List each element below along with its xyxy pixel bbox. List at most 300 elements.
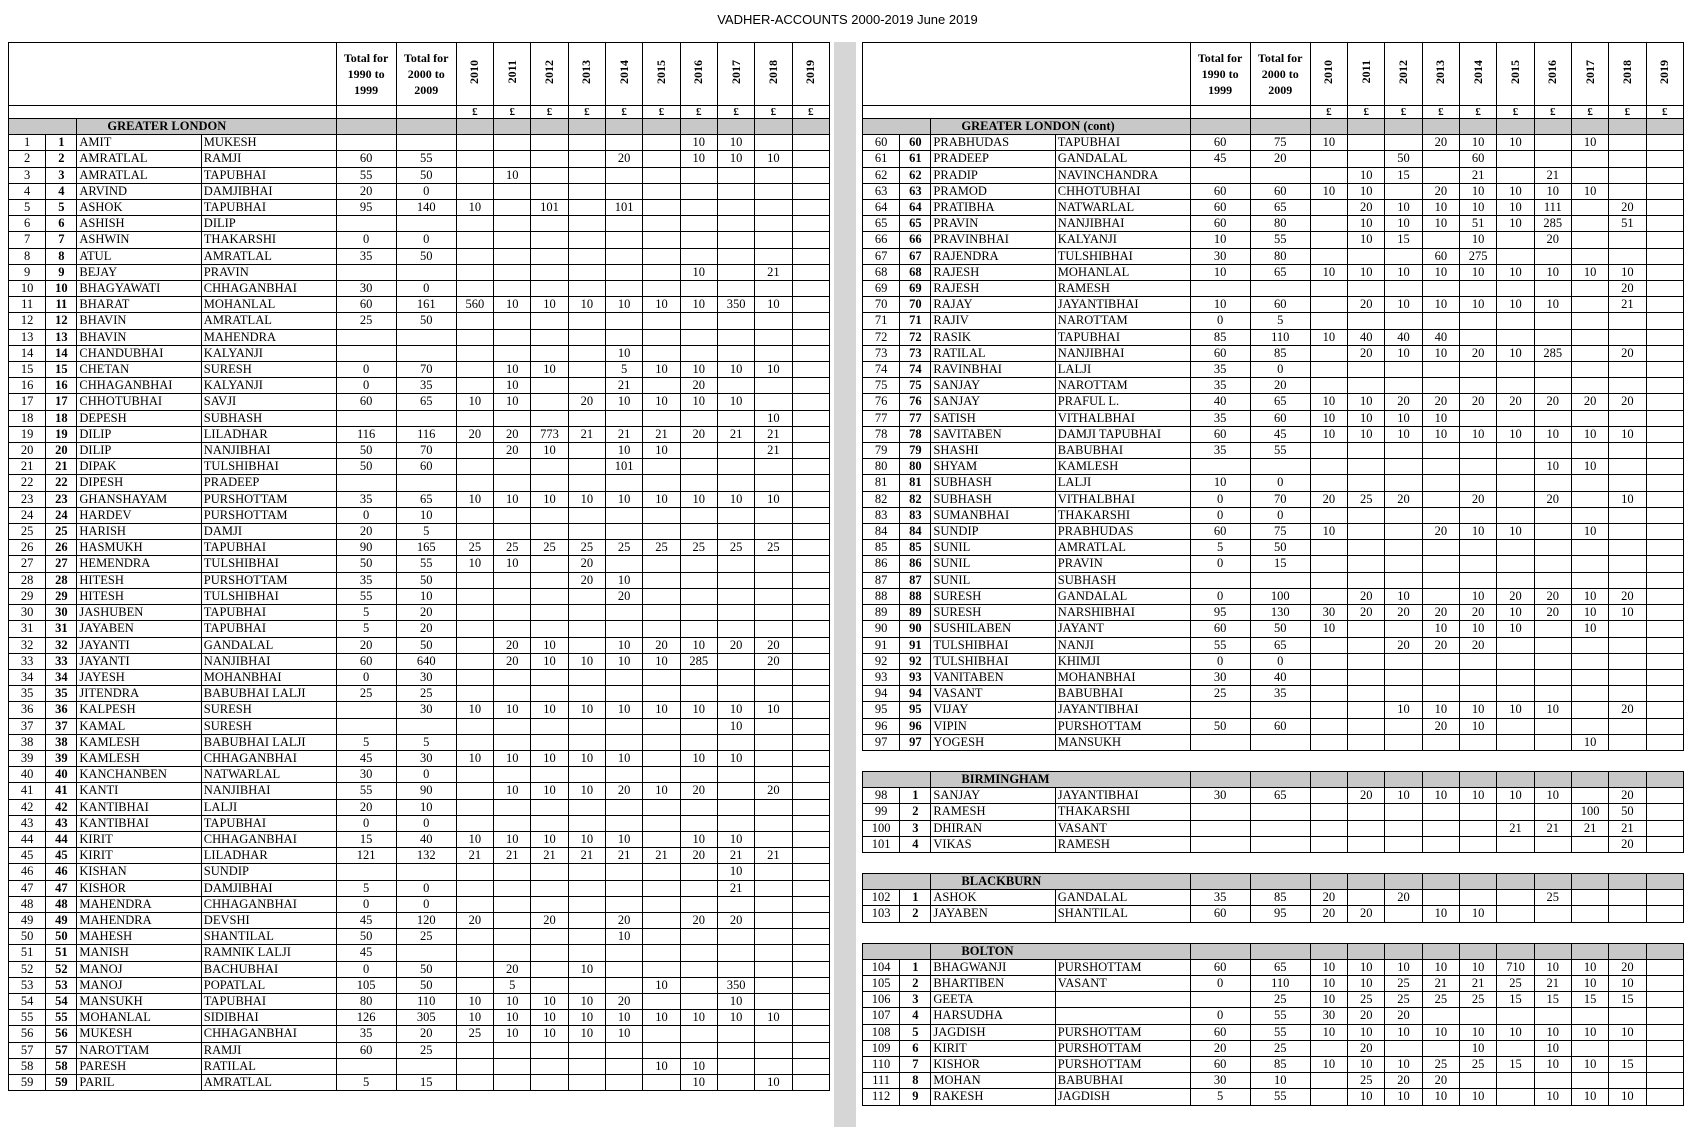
- total-1990-1999: 0: [336, 961, 396, 977]
- total-1990-1999: 0: [1190, 507, 1250, 523]
- section-header: [863, 873, 1684, 889]
- year-amount: [792, 475, 829, 491]
- section-number: 16: [46, 378, 77, 394]
- total-2000-2009: [396, 264, 456, 280]
- currency-symbol: £: [1422, 106, 1459, 119]
- year-amount: [1646, 345, 1683, 361]
- year-amount: 21: [755, 443, 792, 459]
- year-amount: 10: [494, 378, 531, 394]
- currency-symbol: £: [1534, 106, 1571, 119]
- year-amount: 10: [1422, 1089, 1459, 1105]
- year-amount: 10: [456, 993, 493, 1009]
- table-row: [9, 264, 830, 280]
- row-number: 108: [863, 1024, 900, 1040]
- year-amount: 10: [606, 297, 643, 313]
- year-amount: 10: [531, 1010, 568, 1026]
- year-amount: [568, 281, 605, 297]
- year-amount: [1534, 669, 1571, 685]
- row-number: 52: [9, 961, 46, 977]
- first-name: MAHESH: [77, 929, 201, 945]
- row-number: 12: [9, 313, 46, 329]
- year-amount: [643, 524, 680, 540]
- year-label: 2014: [1470, 59, 1485, 84]
- row-number: 75: [863, 378, 900, 394]
- section-header-blank: [1348, 119, 1385, 135]
- first-name: SHASHI: [931, 443, 1055, 459]
- header-total-2000: Total for 2000 to 2009: [396, 43, 456, 106]
- year-amount: [1422, 378, 1459, 394]
- year-amount: 10: [1460, 183, 1497, 199]
- year-amount: 21: [531, 848, 568, 864]
- table-row: [9, 961, 830, 977]
- first-name: ATUL: [77, 248, 201, 264]
- year-amount: [643, 912, 680, 928]
- year-amount: [1646, 588, 1683, 604]
- year-amount: [792, 281, 829, 297]
- year-amount: [1646, 313, 1683, 329]
- table-row: [9, 977, 830, 993]
- year-amount: [1460, 540, 1497, 556]
- year-amount: 10: [1534, 959, 1571, 975]
- row-number: 69: [863, 281, 900, 297]
- year-amount: [1609, 686, 1646, 702]
- year-amount: [456, 264, 493, 280]
- table-row: [863, 890, 1684, 906]
- section-header-blank: [1190, 119, 1250, 135]
- year-amount: [755, 183, 792, 199]
- year-amount: 25: [1460, 992, 1497, 1008]
- year-amount: 10: [1571, 605, 1608, 621]
- total-2000-2009: 10: [396, 588, 456, 604]
- section-header-blank: [1497, 943, 1534, 959]
- currency-symbol: £: [643, 106, 680, 119]
- year-amount: [792, 378, 829, 394]
- row-number: 103: [863, 906, 900, 922]
- year-amount: [1534, 329, 1571, 345]
- father-name: DAMJIBHAI: [201, 183, 336, 199]
- year-amount: [531, 507, 568, 523]
- year-amount: [792, 1026, 829, 1042]
- year-amount: [1609, 1073, 1646, 1089]
- year-amount: 10: [1348, 1056, 1385, 1072]
- year-amount: 20: [606, 151, 643, 167]
- section-number: 93: [900, 669, 931, 685]
- year-amount: 20: [1534, 588, 1571, 604]
- first-name: JAYABEN: [931, 906, 1055, 922]
- year-amount: [717, 734, 754, 750]
- year-amount: [1571, 556, 1608, 572]
- year-amount: [1571, 443, 1608, 459]
- year-amount: [792, 637, 829, 653]
- section-number: 23: [46, 491, 77, 507]
- table-row: [9, 345, 830, 361]
- year-amount: [456, 929, 493, 945]
- total-1990-1999: 0: [336, 507, 396, 523]
- year-amount: [1348, 804, 1385, 820]
- total-1990-1999: 0: [336, 896, 396, 912]
- year-amount: [531, 734, 568, 750]
- year-amount: [1348, 540, 1385, 556]
- year-amount: 10: [1497, 605, 1534, 621]
- year-amount: 10: [1460, 135, 1497, 151]
- section-number: 32: [46, 637, 77, 653]
- year-amount: 10: [568, 750, 605, 766]
- section-header-blank: [1310, 119, 1347, 135]
- year-amount: [792, 345, 829, 361]
- year-amount: 10: [1385, 1024, 1422, 1040]
- year-amount: 10: [606, 443, 643, 459]
- year-amount: [792, 621, 829, 637]
- year-amount: 10: [606, 572, 643, 588]
- year-amount: [717, 329, 754, 345]
- row-number: 32: [9, 637, 46, 653]
- total-2000-2009: 85: [1250, 345, 1310, 361]
- year-amount: [494, 815, 531, 831]
- year-amount: 10: [568, 702, 605, 718]
- year-amount: [717, 313, 754, 329]
- father-name: NATWARLAL: [201, 767, 336, 783]
- year-amount: 21: [1460, 167, 1497, 183]
- total-1990-1999: 0: [1190, 313, 1250, 329]
- year-amount: 10: [1460, 426, 1497, 442]
- first-name: KIRIT: [77, 848, 201, 864]
- first-name: SAVITABEN: [931, 426, 1055, 442]
- year-amount: 10: [1460, 1024, 1497, 1040]
- father-name: RAMJI: [201, 1042, 336, 1058]
- year-amount: [531, 945, 568, 961]
- header-year: [531, 43, 568, 106]
- year-amount: 20: [1534, 394, 1571, 410]
- year-amount: 25: [494, 540, 531, 556]
- year-amount: 40: [1348, 329, 1385, 345]
- year-amount: [456, 621, 493, 637]
- first-name: BHAVIN: [77, 329, 201, 345]
- total-2000-2009: 0: [1250, 653, 1310, 669]
- year-label: 2013: [1433, 59, 1448, 84]
- row-number: 73: [863, 345, 900, 361]
- year-amount: [643, 588, 680, 604]
- year-amount: 25: [606, 540, 643, 556]
- year-amount: [531, 281, 568, 297]
- year-label: 2016: [691, 59, 706, 84]
- year-amount: [1646, 1073, 1683, 1089]
- father-name: MOHANLAL: [1055, 264, 1190, 280]
- year-amount: [1609, 524, 1646, 540]
- year-amount: 10: [494, 783, 531, 799]
- year-amount: [1385, 378, 1422, 394]
- first-name: GEETA: [931, 992, 1055, 1008]
- table-row: [863, 167, 1684, 183]
- table-row: [863, 1008, 1684, 1024]
- row-number: 2: [9, 151, 46, 167]
- year-amount: 10: [1497, 621, 1534, 637]
- section-gap: [863, 750, 1684, 771]
- section-number: 86: [900, 556, 931, 572]
- table-row: [863, 820, 1684, 836]
- year-amount: [792, 896, 829, 912]
- total-2000-2009: 85: [1250, 1056, 1310, 1072]
- year-amount: [531, 248, 568, 264]
- row-number: 25: [9, 524, 46, 540]
- year-amount: [1534, 686, 1571, 702]
- section-number: 15: [46, 362, 77, 378]
- year-amount: [1534, 556, 1571, 572]
- table-row: [863, 345, 1684, 361]
- year-amount: 10: [1422, 200, 1459, 216]
- year-amount: [1310, 686, 1347, 702]
- father-name: TAPUBHAI: [201, 200, 336, 216]
- year-amount: [1609, 151, 1646, 167]
- total-1990-1999: 126: [336, 1010, 396, 1026]
- father-name: RAMESH: [1055, 836, 1190, 852]
- section-number: 69: [900, 281, 931, 297]
- row-number: 63: [863, 183, 900, 199]
- section-header-blank: [1646, 943, 1683, 959]
- currency-symbol: £: [1497, 106, 1534, 119]
- year-amount: 10: [606, 653, 643, 669]
- section-header-blank: [863, 771, 931, 787]
- total-2000-2009: 75: [1250, 524, 1310, 540]
- year-amount: [606, 815, 643, 831]
- year-amount: [755, 475, 792, 491]
- year-amount: 21: [1534, 167, 1571, 183]
- section-header: [863, 943, 1684, 959]
- year-amount: [456, 815, 493, 831]
- year-amount: 10: [456, 200, 493, 216]
- year-amount: 10: [1348, 410, 1385, 426]
- section-gap-cell: [863, 750, 1684, 771]
- year-amount: [456, 669, 493, 685]
- first-name: BHARAT: [77, 297, 201, 313]
- year-amount: [456, 313, 493, 329]
- first-name: PRADIP: [931, 167, 1055, 183]
- year-amount: [643, 799, 680, 815]
- total-2000-2009: 50: [396, 167, 456, 183]
- table-row: [863, 443, 1684, 459]
- section-header-blank: [1571, 771, 1608, 787]
- first-name: PRABHUDAS: [931, 135, 1055, 151]
- row-number: 10: [9, 281, 46, 297]
- year-amount: 10: [680, 702, 717, 718]
- year-amount: 560: [456, 297, 493, 313]
- total-2000-2009: [396, 1058, 456, 1074]
- father-name: NAROTTAM: [1055, 378, 1190, 394]
- section-header-blank: [1385, 943, 1422, 959]
- first-name: PRAVINBHAI: [931, 232, 1055, 248]
- section-header-blank: [494, 119, 531, 135]
- year-amount: [1609, 734, 1646, 750]
- section-number: 8: [900, 1073, 931, 1089]
- father-name: THAKARSHI: [201, 232, 336, 248]
- year-amount: [531, 264, 568, 280]
- year-amount: 10: [494, 831, 531, 847]
- year-amount: [531, 929, 568, 945]
- currency-symbol: £: [606, 106, 643, 119]
- father-name: BABUBHAI: [1055, 686, 1190, 702]
- year-amount: 10: [717, 750, 754, 766]
- year-amount: [1497, 890, 1534, 906]
- year-amount: 10: [606, 394, 643, 410]
- row-number: 18: [9, 410, 46, 426]
- first-name: SUNIL: [931, 540, 1055, 556]
- year-amount: [1609, 507, 1646, 523]
- year-amount: [717, 216, 754, 232]
- section-number: 59: [46, 1074, 77, 1090]
- year-amount: [1385, 1040, 1422, 1056]
- year-amount: 10: [1497, 345, 1534, 361]
- year-amount: [717, 507, 754, 523]
- year-amount: [1571, 329, 1608, 345]
- section-header-blank: [1310, 873, 1347, 889]
- first-name: RAJESH: [931, 264, 1055, 280]
- section-number: 48: [46, 896, 77, 912]
- total-1990-1999: 5: [1190, 1089, 1250, 1105]
- year-amount: [643, 151, 680, 167]
- section-number: 26: [46, 540, 77, 556]
- table-row: [863, 975, 1684, 991]
- year-amount: 10: [606, 637, 643, 653]
- row-number: 100: [863, 820, 900, 836]
- total-2000-2009: 65: [1250, 264, 1310, 280]
- total-1990-1999: 5: [336, 605, 396, 621]
- first-name: DHIRAN: [931, 820, 1055, 836]
- father-name: PRAVIN: [1055, 556, 1190, 572]
- father-name: RATILAL: [201, 1058, 336, 1074]
- first-name: PRAVIN: [931, 216, 1055, 232]
- year-amount: 25: [643, 540, 680, 556]
- year-amount: [643, 669, 680, 685]
- header-blank: [9, 43, 337, 106]
- year-amount: 10: [717, 831, 754, 847]
- year-amount: 10: [1422, 906, 1459, 922]
- section-name: GREATER LONDON (cont): [931, 119, 1190, 135]
- section-header-blank: [717, 119, 754, 135]
- table-row: [9, 183, 830, 199]
- total-2000-2009: [396, 475, 456, 491]
- section-header-blank: [568, 119, 605, 135]
- year-amount: [606, 232, 643, 248]
- year-amount: [1422, 459, 1459, 475]
- year-amount: [717, 961, 754, 977]
- year-amount: [1646, 426, 1683, 442]
- year-amount: [1534, 378, 1571, 394]
- father-name: VASANT: [1055, 820, 1190, 836]
- year-amount: [1310, 718, 1347, 734]
- year-amount: 10: [1571, 264, 1608, 280]
- year-amount: [1571, 637, 1608, 653]
- table-row: [9, 362, 830, 378]
- year-amount: 21: [1460, 975, 1497, 991]
- father-name: TAPUBHAI: [201, 993, 336, 1009]
- total-2000-2009: 75: [1250, 135, 1310, 151]
- section-number: 6: [46, 216, 77, 232]
- year-amount: [456, 799, 493, 815]
- year-amount: [717, 929, 754, 945]
- father-name: DAMJI TAPUBHAI: [1055, 426, 1190, 442]
- total-1990-1999: 60: [1190, 200, 1250, 216]
- section-header-blank: [1422, 771, 1459, 787]
- year-amount: 20: [1609, 836, 1646, 852]
- table-row: [9, 621, 830, 637]
- year-amount: [680, 929, 717, 945]
- section-number: 9: [900, 1089, 931, 1105]
- table-row: [9, 426, 830, 442]
- row-number: 91: [863, 637, 900, 653]
- total-1990-1999: [336, 475, 396, 491]
- total-1990-1999: 5: [336, 880, 396, 896]
- year-amount: [1310, 248, 1347, 264]
- year-amount: [680, 524, 717, 540]
- year-amount: 25: [1422, 1056, 1459, 1072]
- total-1990-1999: 116: [336, 426, 396, 442]
- year-amount: 10: [494, 750, 531, 766]
- year-amount: [680, 313, 717, 329]
- father-name: MUKESH: [201, 135, 336, 151]
- section-number: 66: [900, 232, 931, 248]
- father-name: PURSHOTTAM: [201, 507, 336, 523]
- year-amount: [755, 1058, 792, 1074]
- year-amount: [1646, 410, 1683, 426]
- father-name: KHIMJI: [1055, 653, 1190, 669]
- total-2000-2009: [396, 345, 456, 361]
- row-number: 3: [9, 167, 46, 183]
- header-year: [1385, 43, 1422, 106]
- row-number: 40: [9, 767, 46, 783]
- year-amount: [1310, 362, 1347, 378]
- year-amount: 40: [1385, 329, 1422, 345]
- year-amount: [643, 864, 680, 880]
- first-name: KISHOR: [77, 880, 201, 896]
- first-name: SUMANBHAI: [931, 507, 1055, 523]
- total-1990-1999: 60: [1190, 345, 1250, 361]
- first-name: SURESH: [931, 588, 1055, 604]
- total-1990-1999: 60: [1190, 426, 1250, 442]
- year-amount: [680, 232, 717, 248]
- section-header-blank: [1348, 771, 1385, 787]
- year-amount: [1609, 540, 1646, 556]
- year-amount: 10: [1310, 329, 1347, 345]
- year-amount: [1385, 669, 1422, 685]
- year-amount: [1310, 313, 1347, 329]
- year-amount: [1646, 524, 1683, 540]
- section-header-blank: [1571, 873, 1608, 889]
- father-name: KALYANJI: [201, 378, 336, 394]
- year-amount: 25: [1497, 975, 1534, 991]
- year-amount: [1385, 540, 1422, 556]
- header-row: [863, 43, 1684, 106]
- row-number: 19: [9, 426, 46, 442]
- year-amount: [568, 264, 605, 280]
- table-row: [863, 1089, 1684, 1105]
- section-header-blank: [456, 119, 493, 135]
- year-amount: 20: [1385, 1008, 1422, 1024]
- table-row: [863, 637, 1684, 653]
- year-amount: [456, 1042, 493, 1058]
- total-1990-1999: 60: [1190, 906, 1250, 922]
- year-amount: [1534, 362, 1571, 378]
- father-name: THAKARSHI: [1055, 507, 1190, 523]
- first-name: GHANSHAYAM: [77, 491, 201, 507]
- year-amount: [643, 281, 680, 297]
- year-amount: [1571, 297, 1608, 313]
- year-amount: 20: [494, 443, 531, 459]
- year-amount: [568, 410, 605, 426]
- father-name: PURSHOTTAM: [1055, 1040, 1190, 1056]
- total-1990-1999: 10: [1190, 297, 1250, 313]
- first-name: SUNIL: [931, 556, 1055, 572]
- year-amount: [1646, 959, 1683, 975]
- year-amount: [643, 183, 680, 199]
